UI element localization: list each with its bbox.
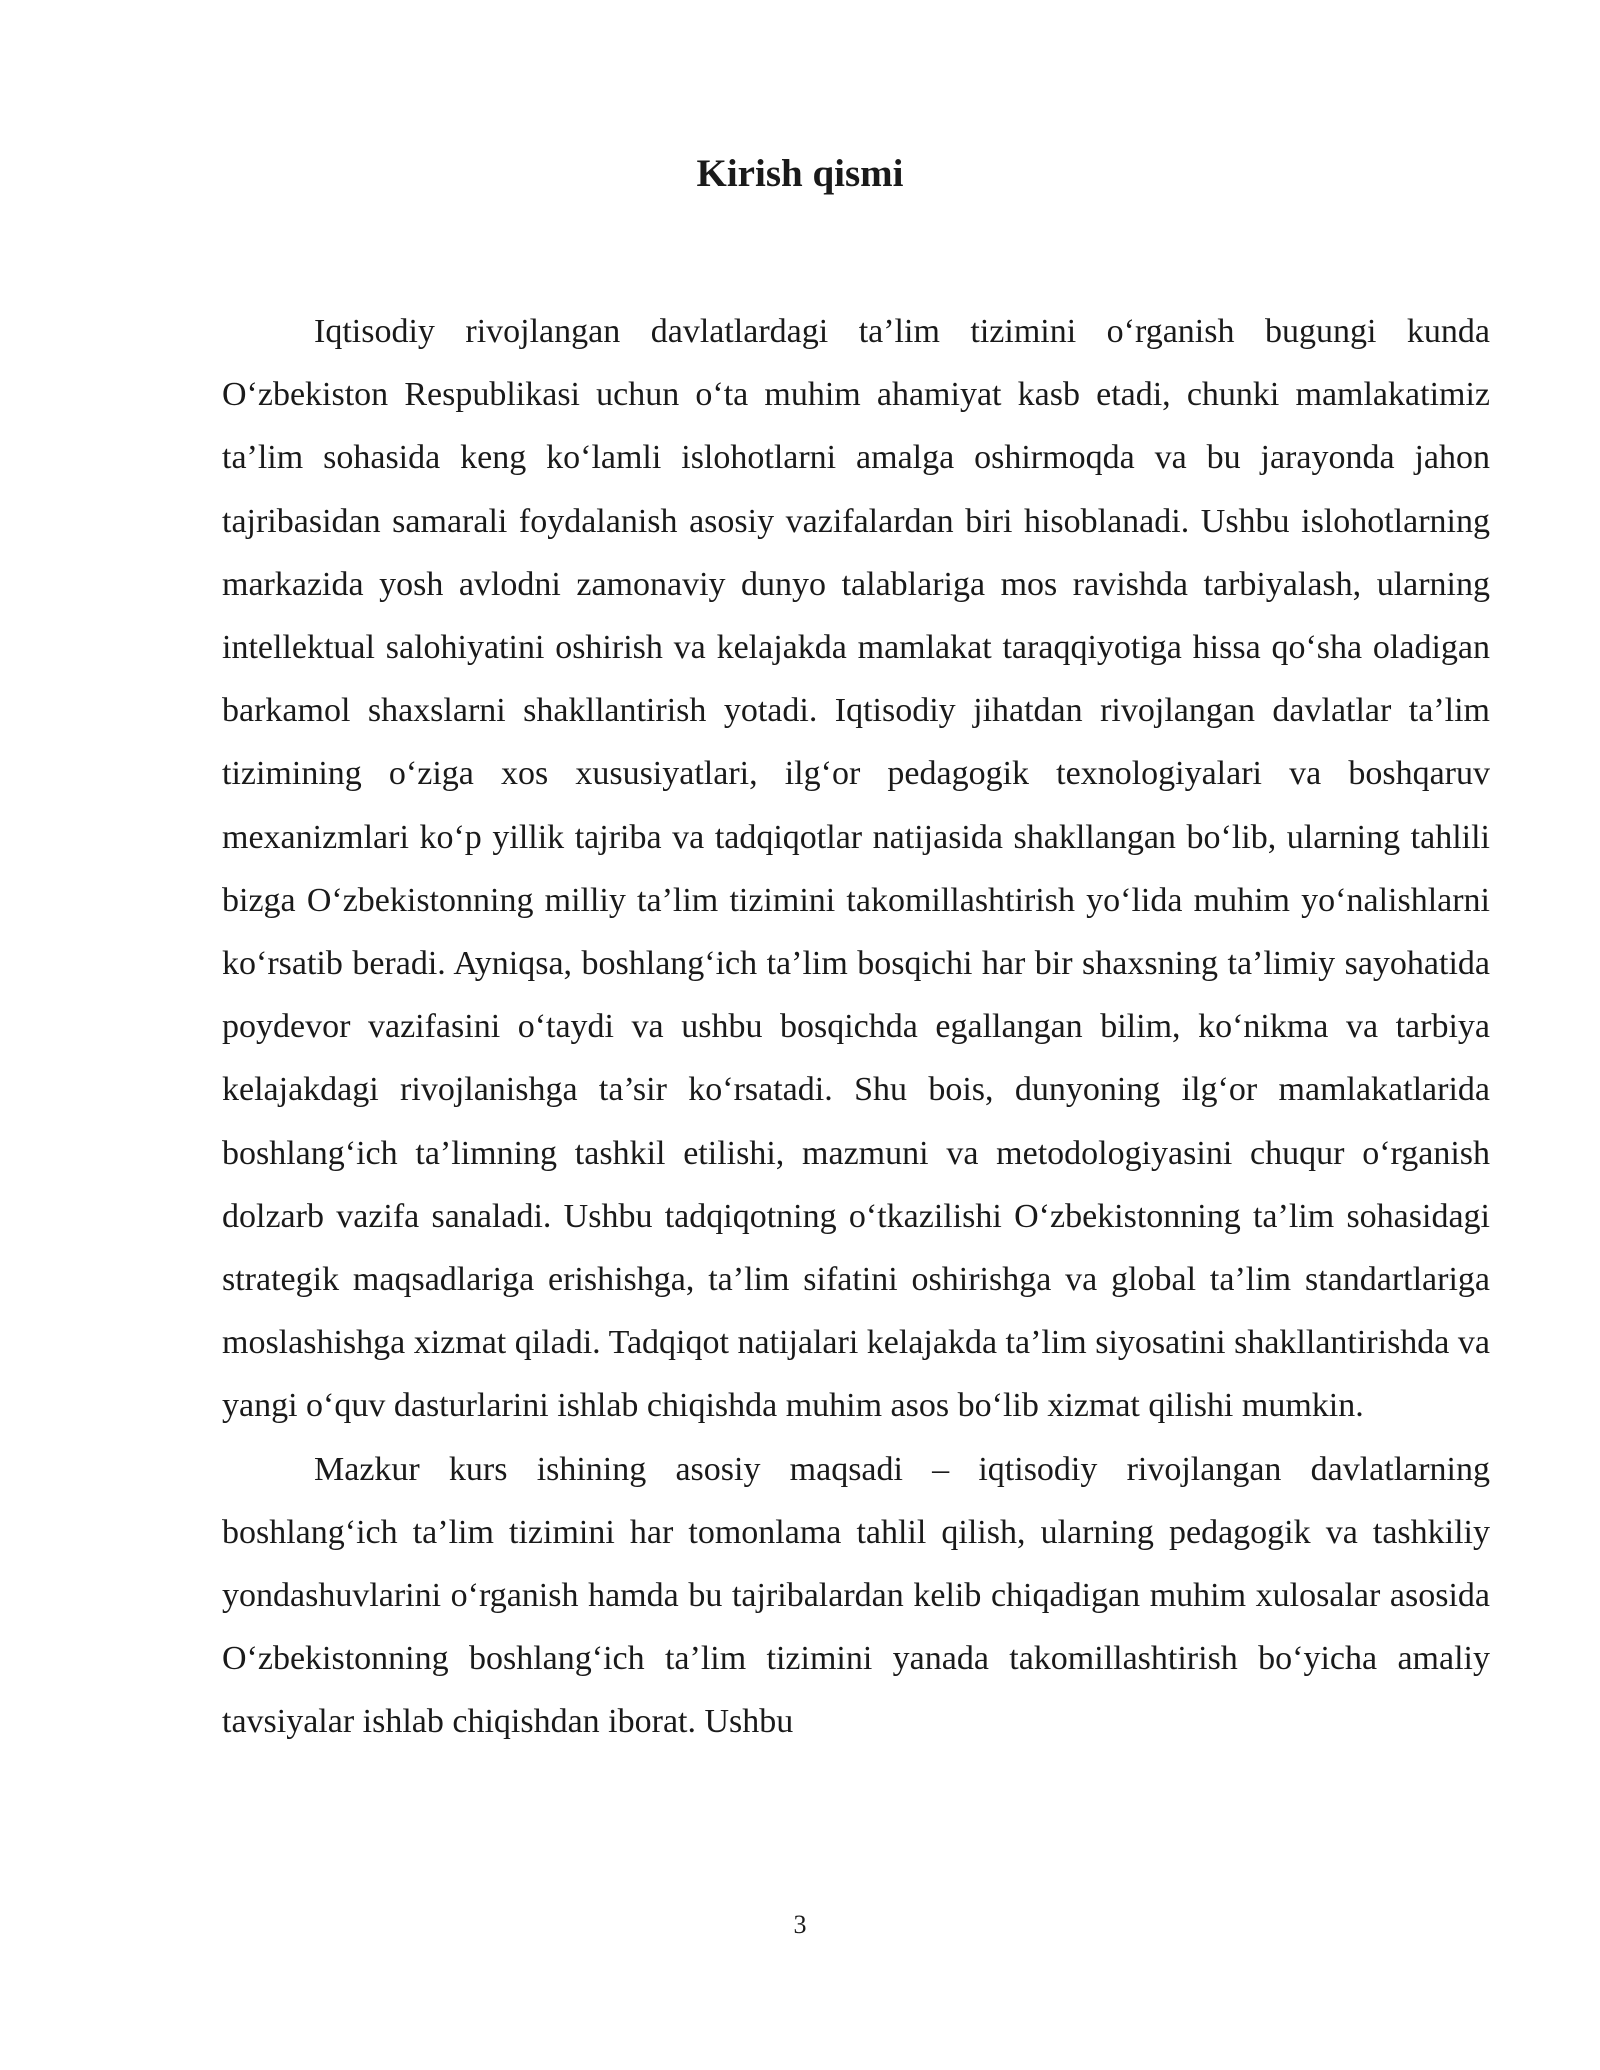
page-title: Kirish qismi bbox=[696, 152, 904, 195]
paragraph-1: Iqtisodiy rivojlangan davlatlardagi ta’lim tizimini o‘rganish bugungi kunda O‘zbekiston Respublikasi uchun o‘ta muhim ahamiyat kasb etadi, chunki mamlakatimiz ta’lim sohasida keng ko‘lamli islohotlarni amalga oshirmoqda va bu jarayonda jahon tajribasidan samarali foydalanish asosiy vazifalardan biri hisoblanadi. Ushbu islohotlarning markazida yosh avlodni zamonaviy dunyo talablariga mos ravishda tarbiyalash, ularning intellektual salohiyatini oshirish va kelajakda mamlakat taraqqiyotiga hissa qo‘sha oladigan barkamol shaxslarni shakllantirish yotadi. Iqtisodiy jihatdan rivojlangan davlatlar ta’lim tizimining o‘ziga xos xususiyatlari, ilg‘or pedagogik texnologiyalari va boshqaruv mexanizmlari ko‘p yillik tajriba va tadqiqotlar natijasida shakllangan bo‘lib, ularning tahlili bizga O‘zbekistonning milliy ta’lim tizimini takomillashtirish yo‘lida muhim yo‘nalishlarni ko‘rsatib beradi. Ayniqsa, boshlang‘ich ta’lim bosqichi har bir shaxsning ta’limiy sayohatida poydevor vazifasini o‘taydi va ushbu bosqichda egallangan bilim, ko‘nikma va tarbiya kelajakdagi rivojlanishga ta’sir ko‘rsatadi. Shu bois, dunyoning ilg‘or mamlakatlarida boshlang‘ich ta’limning tashkil etilishi, mazmuni va metodologiyasini chuqur o‘rganish dolzarb vazifa sanaladi. Ushbu tadqiqotning o‘tkazilishi O‘zbekistonning ta’lim sohasidagi strategik maqsadlariga erishishga, ta’lim sifatini oshirishga va global ta’lim standartlariga moslashishga xizmat qiladi. Tadqiqot natijalari kelajakda ta’lim siyosatini shakllantirishda va yangi o‘quv dasturlarini ishlab chiqishda muhim asos bo‘lib xizmat qilishi mumkin. bbox=[222, 313, 1490, 1425]
page-number: 3 bbox=[793, 1910, 807, 1939]
paragraph-2: Mazkur kurs ishining asosiy maqsadi – iqtisodiy rivojlangan davlatlarning boshlang‘ich ta’lim tizimini har tomonlama tahlil qilish, ularning pedagogik va tashkiliy yondashuvlarini o‘rganish hamda bu tajribalardan kelib chiqadigan muhim xulosalar asosida O‘zbekistonning boshlang‘ich ta’lim tizimini yanada takomillashtirish bo‘yicha amaliy tavsiyalar ishlab chiqishdan iborat. Ushbu bbox=[222, 1450, 1490, 1741]
body-text bbox=[222, 300, 1490, 1754]
